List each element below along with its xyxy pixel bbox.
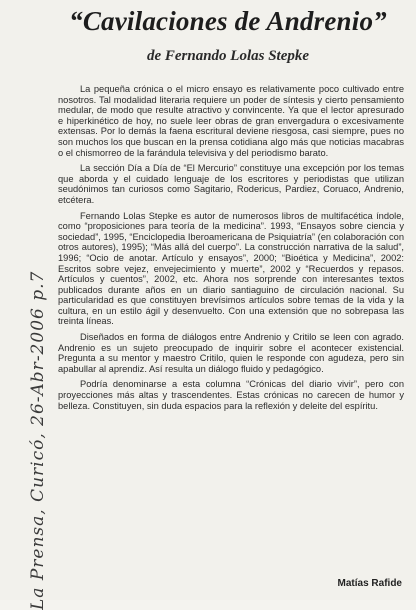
handwritten-note: La Prensa, Curicó, 26-Abr-2006 p.7: [28, 270, 48, 610]
paragraph: Podría denominarse a esta columna “Crónicas del diario vivir”, pero con proyecciones más altas y trascendentes. Estas crónicas no carecen de humor y belleza. Constituyen, sin duda espacios para la reflexión y deleite del espíritu.: [58, 379, 404, 411]
handwritten-annotation: [2, 20, 54, 610]
article-body: [58, 84, 404, 416]
paragraph: La pequeña crónica o el micro ensayo es relativamente poco cultivado entre nosotros. Tal modalidad literaria requiere un poder de síntesis y cierto pensamiento medular, de modo que resulte atractivo y convincente. Ya que el lector apresurado e hiperkinético de hoy, no suele leer obras de gran envergadura o excesivamente extensas. Por lo demás la faena escritural deviene riesgosa, casi siempre, pues no son muchos los que buscan en la prensa cotidiana algo más que noticias macabras o el chismorreo de la farándula televisiva y del periodismo barato.: [58, 84, 404, 158]
paragraph: La sección Día a Día de “El Mercurio” constituye una excepción por los temas que aborda y el cuidado lenguaje de los escritores y periodistas que utilizan seudónimos tan curiosos como Sagitario, Rodericus, Pardiez, Coruaco, Andrenio, etcétera.: [58, 163, 404, 205]
article-signature: Matías Rafide: [337, 578, 402, 589]
paragraph: Diseñados en forma de diálogos entre Andrenio y Critilo se leen con agrado. Andrenio es un sujeto preocupado de inquirir sobre el acontecer existencial. Pregunta a su mentor y maestro Critilo, quien le responde con agudeza, pero sin apabullar al aprendiz. Así resulta un diálogo fluido y pedagógico.: [58, 332, 404, 374]
article-title: “Cavilaciones de Andrenio”: [69, 6, 387, 36]
paragraph: Fernando Lolas Stepke es autor de numerosos libros de multifacética índole, como “proposiciones para teoría de la medicina”. 1993, “Ensayos sobre ciencia y sociedad”, 1995, “Enciclopedia Iberoamericana de Psiquiatría” (en colaboración con otros autores), 1995); “Más allá del cuerpo”. La construcción narrativa de la salud”, 1996; “Ocio de anotar. Artículo y ensayos”, 2000; “Bioética y Medicina”, 2002: Escritos sobre vejez, envejecimiento y muerte”, 2002 y “Recuerdos y repasos. Artículos y cuentos”, 2002, etc. Ahora nos sorprende con interesantes textos publicados durante años en un diario santiaguino de circulación nacional. Su particularidad es que constituyen brevísimos artículos sobre temas de la vida y la cultura, en un estilo ágil y desenvuelto. Con una extensión que no sobrepasa las treinta líneas.: [58, 210, 404, 327]
article-byline: de Fernando Lolas Stepke: [146, 48, 310, 64]
